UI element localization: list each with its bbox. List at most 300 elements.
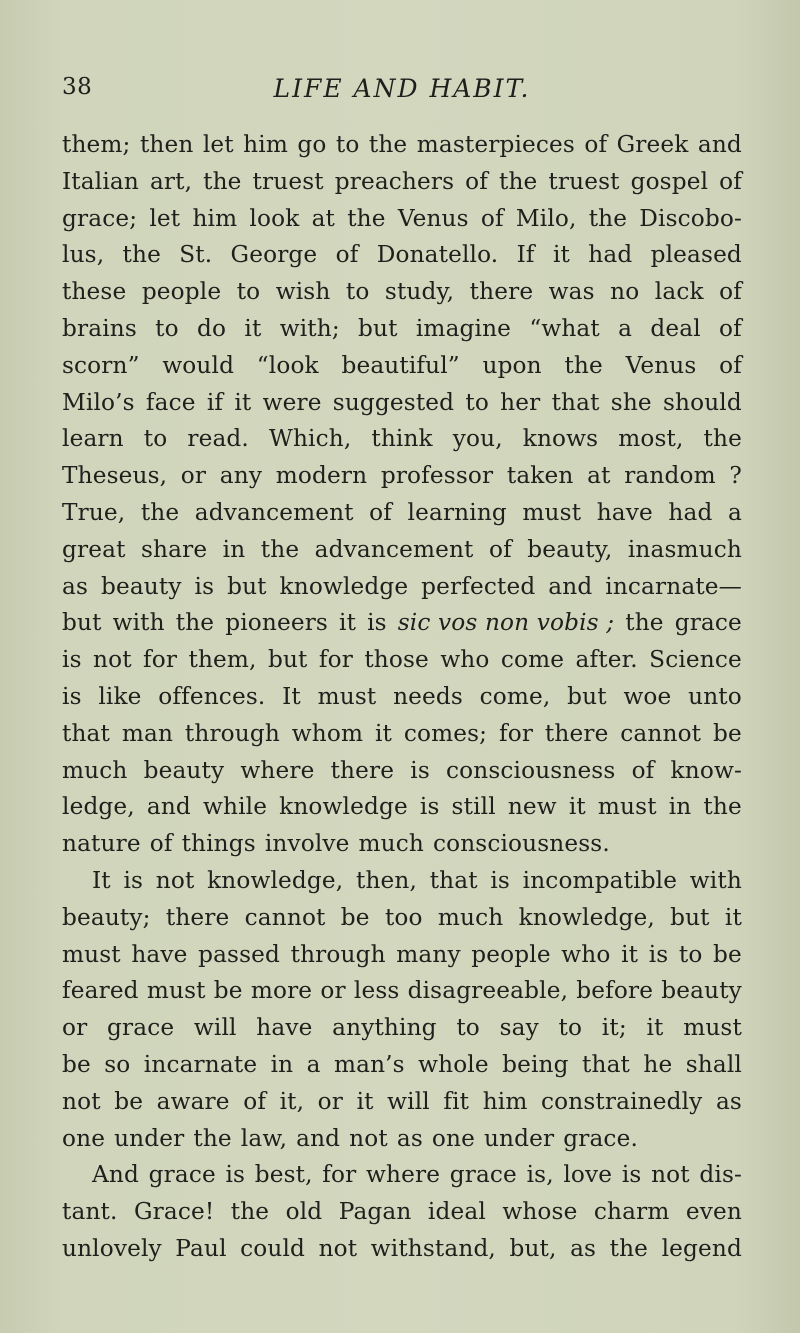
word: that [62, 719, 110, 747]
page-number: 38 [62, 74, 93, 100]
body-text [62, 127, 742, 1268]
word: one [62, 1124, 106, 1152]
word: then [139, 131, 194, 158]
word: is [225, 1161, 246, 1189]
word: as [715, 1087, 742, 1115]
word: feared [62, 977, 139, 1005]
word: man [121, 719, 174, 747]
word: in [222, 535, 246, 563]
word: have [256, 1014, 313, 1042]
word: but [267, 646, 308, 674]
word: under [483, 1124, 555, 1152]
word: of [369, 498, 393, 526]
text-line [62, 1047, 742, 1084]
running-head: LIFE AND HABIT. [273, 74, 531, 103]
word: who [440, 646, 490, 674]
word: professor [380, 462, 494, 490]
word: suggested [332, 388, 455, 416]
word: is [367, 609, 387, 637]
word: a [618, 314, 633, 342]
word: not [318, 1234, 358, 1262]
text-line [62, 753, 742, 790]
word: beautiful” [341, 351, 460, 379]
word: but [227, 572, 267, 600]
word: as [62, 572, 89, 600]
word: to [143, 425, 168, 453]
word: it [356, 1087, 374, 1115]
word: and [697, 131, 742, 158]
word: inasmuch [627, 535, 742, 563]
word: read. [187, 425, 249, 453]
text-line [62, 348, 742, 385]
word: George [230, 241, 318, 269]
word: who [561, 940, 611, 968]
word: True, [62, 498, 126, 526]
word: look [249, 204, 300, 232]
word: it; [601, 1014, 627, 1042]
word: passed [198, 940, 281, 968]
word: of [243, 1087, 267, 1115]
text-line [62, 863, 742, 900]
word: love [563, 1161, 613, 1189]
word: be [340, 903, 370, 931]
word: is, [526, 1161, 554, 1189]
word: it [621, 940, 639, 968]
word: is [419, 793, 440, 821]
word: as [570, 1234, 597, 1262]
word: And [92, 1161, 139, 1189]
word: ledge, [62, 793, 135, 821]
word: if [206, 388, 224, 416]
word: gospel [630, 167, 709, 195]
word: and [146, 793, 191, 821]
word: through [184, 719, 280, 747]
word: a [727, 498, 742, 526]
word: but, [509, 1234, 557, 1262]
word: knowledge [279, 793, 408, 821]
word: best, [254, 1161, 313, 1189]
word: lack [654, 278, 704, 306]
word: for [318, 646, 353, 674]
word: it [374, 719, 393, 747]
word: to [155, 314, 179, 342]
word: must [522, 498, 582, 526]
word: say [499, 1014, 539, 1042]
word: and [296, 1124, 341, 1152]
word: but [567, 682, 607, 710]
word: that [429, 866, 478, 894]
word: her [500, 388, 541, 416]
word: to [236, 278, 261, 306]
word: like [98, 682, 142, 710]
word: think [371, 425, 433, 453]
text-line [62, 495, 742, 532]
word: it [552, 241, 570, 269]
word: with [112, 609, 165, 637]
word: to [678, 940, 703, 968]
word: not [155, 866, 195, 894]
word: be [213, 977, 243, 1005]
word: with; [279, 314, 340, 342]
word: Milo’s [62, 388, 135, 416]
word: share [141, 535, 208, 563]
word: the [175, 609, 215, 637]
word: after. [575, 646, 638, 674]
word: whole [418, 1050, 489, 1078]
word: to [345, 278, 370, 306]
word: nature [62, 830, 141, 858]
word: “look [256, 351, 319, 379]
word: fit [443, 1087, 470, 1115]
word: art, [149, 167, 193, 195]
word: the [203, 167, 242, 195]
word: had [668, 498, 713, 526]
word: knowledge [279, 572, 409, 600]
word: learning [407, 498, 507, 526]
word: not [349, 1124, 388, 1152]
word: it [234, 388, 252, 416]
word: grace [674, 609, 742, 637]
word: to [465, 388, 489, 416]
word: of [719, 278, 742, 306]
word: truest [252, 167, 324, 195]
word: comes; [403, 719, 488, 747]
word: of [584, 131, 608, 158]
word: there [330, 756, 395, 784]
word: must [683, 1014, 742, 1042]
word: too [384, 903, 423, 931]
word: through [290, 940, 386, 968]
word: grace [449, 1161, 517, 1189]
word: where [240, 756, 315, 784]
word: Venus [625, 351, 697, 379]
text-line [62, 385, 742, 422]
word: beauty [661, 977, 742, 1005]
word: one [431, 1124, 475, 1152]
word: the [347, 204, 386, 232]
text-line [62, 937, 742, 974]
word: imagine [415, 314, 512, 342]
word: him [192, 204, 238, 232]
text-line [62, 458, 742, 495]
word: perfected [421, 572, 536, 600]
word: there [165, 903, 230, 931]
word: deal [650, 314, 701, 342]
word: but [62, 609, 102, 637]
word: where [366, 1161, 441, 1189]
word: for [499, 719, 534, 747]
text-line [62, 716, 742, 753]
word: she [610, 388, 652, 416]
word: beauty; [62, 903, 151, 931]
text-line [62, 679, 742, 716]
word: cannot [244, 903, 326, 931]
text-line [62, 1084, 742, 1121]
word: Theseus, [62, 462, 168, 490]
word: new [507, 793, 557, 821]
word: Which, [268, 425, 352, 453]
word: study, [384, 278, 455, 306]
word: it, [279, 1087, 305, 1115]
word: is [62, 682, 82, 710]
word: knowledge, [518, 903, 655, 931]
word: whom [291, 719, 364, 747]
word: the [193, 1124, 232, 1152]
word: upon [482, 351, 542, 379]
word: with [689, 866, 742, 894]
word: people [141, 278, 222, 306]
word: of [719, 314, 742, 342]
word: learn [62, 425, 124, 453]
word: will [387, 1087, 430, 1115]
word: random [624, 462, 716, 490]
word: of [719, 351, 742, 379]
word: Discobo- [639, 204, 742, 232]
word: If [516, 241, 535, 269]
word: it [568, 793, 586, 821]
word: Italian [62, 167, 139, 195]
word: have [131, 940, 188, 968]
word: legend [661, 1234, 742, 1262]
text-line [62, 127, 742, 164]
word: it [724, 903, 742, 931]
word: great [62, 535, 126, 563]
word: be [114, 1087, 144, 1115]
word: It [282, 682, 301, 710]
page-header [62, 74, 742, 110]
word: is [490, 866, 510, 894]
text-line [62, 789, 742, 826]
word: of [480, 204, 504, 232]
word: know- [670, 756, 742, 784]
word: is [123, 866, 144, 894]
word: is [62, 646, 82, 674]
word: the [703, 425, 742, 453]
text-line [62, 274, 742, 311]
word: it [646, 1014, 664, 1042]
word: the [122, 241, 161, 269]
word: beauty, [527, 535, 613, 563]
word: the [368, 131, 408, 158]
word: still [451, 793, 496, 821]
word: pleased [650, 241, 742, 269]
text-line [62, 1010, 742, 1047]
word: the [625, 609, 664, 637]
word: let [149, 204, 181, 232]
word: you, [452, 425, 503, 453]
word: withstand, [370, 1234, 496, 1262]
word: masterpieces [416, 131, 575, 158]
word: to [456, 1014, 480, 1042]
text-line [62, 900, 742, 937]
word: beauty [143, 756, 225, 784]
word: consciousness. [432, 830, 610, 858]
word: as [396, 1124, 423, 1152]
word: involve [264, 830, 350, 858]
word: cannot [620, 719, 702, 747]
word: but [358, 314, 398, 342]
word: at [587, 462, 611, 490]
word: Paul [175, 1234, 227, 1262]
word: while [202, 793, 268, 821]
word: must [146, 977, 206, 1005]
word: more [250, 977, 313, 1005]
word: less [353, 977, 400, 1005]
word: is [648, 940, 669, 968]
word: disagreeable, [407, 977, 569, 1005]
word: the [564, 351, 603, 379]
word: incarnate— [605, 572, 742, 600]
text-line [62, 642, 742, 679]
word: to [335, 131, 360, 158]
word: is [194, 572, 215, 600]
word: must [317, 682, 377, 710]
word: dis- [699, 1161, 742, 1189]
word: preachers [334, 167, 455, 195]
word: woe [623, 682, 672, 710]
word: at [311, 204, 336, 232]
text-line [62, 973, 742, 1010]
word: taken [506, 462, 574, 490]
word: aware [156, 1087, 230, 1115]
word: even [685, 1198, 742, 1226]
word: many [396, 940, 461, 968]
word: Science [649, 646, 742, 674]
text-line [62, 1157, 742, 1194]
word: them, [188, 646, 257, 674]
word: Greek [616, 131, 689, 158]
word: much [62, 756, 128, 784]
word: of [488, 535, 512, 563]
word: incompatible [522, 866, 678, 894]
word: or [180, 462, 207, 490]
word: most, [618, 425, 684, 453]
word: not [651, 1161, 690, 1189]
word: being [502, 1050, 569, 1078]
word: of [335, 241, 359, 269]
word: much [358, 830, 424, 858]
word: any [219, 462, 263, 490]
word: these [62, 278, 127, 306]
word: Donatello. [376, 241, 499, 269]
word: him [482, 1087, 528, 1115]
word: it [339, 609, 357, 637]
text-line [62, 421, 742, 458]
text-line [62, 826, 742, 863]
text-line [62, 1194, 742, 1231]
word: advancement [314, 535, 474, 563]
word: would [162, 351, 235, 379]
word: grace [107, 1014, 175, 1042]
word: Venus [397, 204, 469, 232]
word: scorn” [62, 351, 140, 379]
text-line [62, 1231, 742, 1268]
word: needs [393, 682, 463, 710]
word: were [262, 388, 322, 416]
word: a [306, 1050, 321, 1078]
word: to [558, 1014, 583, 1042]
text-line [62, 605, 742, 642]
word: or [317, 1087, 344, 1115]
text-line [62, 237, 742, 274]
word: for [322, 1161, 357, 1189]
word: anything [332, 1014, 437, 1042]
word: let [202, 131, 234, 158]
text-line [62, 164, 742, 201]
word: that [582, 1050, 631, 1078]
word: “what [529, 314, 600, 342]
word: things [181, 830, 256, 858]
word: it [244, 314, 262, 342]
word: face [145, 388, 196, 416]
word: come, [479, 682, 551, 710]
word: or [320, 977, 346, 1005]
word: go [297, 131, 327, 158]
word: under [114, 1124, 185, 1152]
word: Pagan [338, 1198, 412, 1226]
word: consciousness [446, 756, 616, 784]
word: them; [62, 131, 131, 158]
italic-phrase: sic vos non vobis ; [397, 609, 615, 637]
word: constrainedly [541, 1087, 703, 1115]
word: the [140, 498, 180, 526]
word: or [62, 1014, 88, 1042]
word: truest [548, 167, 620, 195]
word: incarnate [143, 1050, 258, 1078]
word: modern [275, 462, 368, 490]
word: the [230, 1198, 270, 1226]
word: be [713, 940, 742, 968]
word: knowledge, [207, 866, 344, 894]
word: was [548, 278, 595, 306]
word: then, [355, 866, 418, 894]
word: unto [688, 682, 742, 710]
word: in [270, 1050, 294, 1078]
word: advancement [194, 498, 354, 526]
word: brains [62, 314, 137, 342]
word: lus, [62, 241, 105, 269]
word: law, [240, 1124, 288, 1152]
word: had [588, 241, 633, 269]
word: must [62, 940, 121, 968]
word: and [548, 572, 593, 600]
word: offences. [158, 682, 266, 710]
word: of [465, 167, 488, 195]
word: have [596, 498, 653, 526]
word: Grace! [133, 1198, 215, 1226]
word: is [621, 1161, 642, 1189]
word: there [544, 719, 609, 747]
word: the [498, 167, 538, 195]
word: much [437, 903, 504, 931]
word: come [500, 646, 565, 674]
word: It [92, 866, 111, 894]
word: of [149, 830, 173, 858]
word: the [260, 535, 300, 563]
word: the [703, 793, 742, 821]
word: but [670, 903, 710, 931]
word: be [62, 1050, 91, 1078]
word: must [597, 793, 657, 821]
word: charm [593, 1198, 670, 1226]
word: him [243, 131, 288, 158]
word: beauty [100, 572, 182, 600]
word: not [62, 1087, 101, 1115]
word: grace [148, 1161, 216, 1189]
word: of [719, 167, 742, 195]
word: wish [275, 278, 331, 306]
word: he [643, 1050, 673, 1078]
